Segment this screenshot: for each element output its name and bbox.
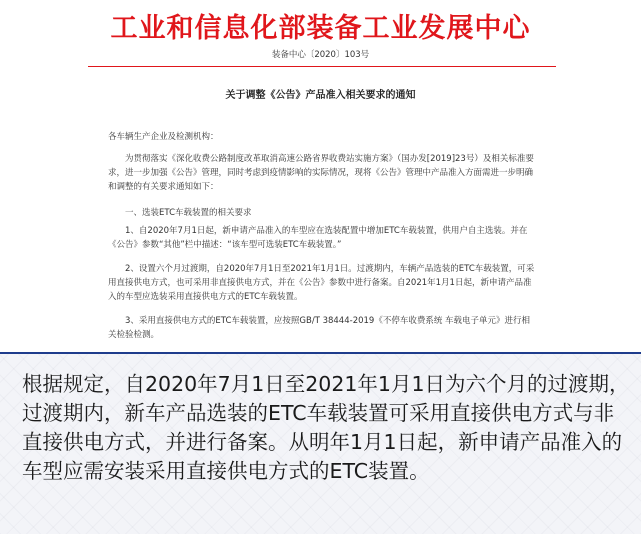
caption-panel [0,352,641,534]
paragraph-item-3: 3、采用直接供电方式的ETC车载装置，应按照GB/T 38444-2019《不停车收费系统 车载电子单元》进行相关检验检测。 [108,316,531,340]
letterhead-title: 工业和信息化部装备工业发展中心 [110,13,531,44]
paragraph-section-heading: 一、选装ETC车载装置的相关要求 [125,208,252,218]
paragraph-item-1: 1、自2020年7月1日起，新申请产品准入的车型应在选装配置中增加ETC车载装置，供用户自主选装。并在《公告》参数“其他”栏中描述：“该车型可选装ETC车载装置。” [108,226,528,250]
document-number: 装备中心〔2020〕103号 [271,50,370,60]
red-divider-line [88,66,556,67]
panel-top-border [0,352,641,354]
notice-title: 关于调整《公告》产品准入相关要求的通知 [225,90,416,101]
salutation: 各车辆生产企业及检测机构： [108,132,219,142]
caption-text: 根据规定，自2020年7月1日至2021年1月1日为六个月的过渡期，过渡期内，新车产品选装的ETC车载装置可采用直接供电方式与非直接供电方式，并进行备案。从明年1月1日起，新申请产品准入的车型应需安装采用直接供电方式的ETC装置。 [22,372,630,483]
paragraph-item-2: 2、设置六个月过渡期，自2020年7月1日至2021年1月1日。过渡期内，车辆产品选装的ETC车载装置，可采用直接供电方式，也可采用非直接供电方式，并在《公告》参数中进行备案。自2021年1月1日起，新申请产品准入的车型应选装采用直接供电方式的ETC车载装置。 [108,264,535,302]
paragraph-intro: 为贯彻落实《深化收费公路制度改革取消高速公路省界收费站实施方案》（国办发[2019]23号）及相关标准要求，进一步加强《公告》管理，同时考虑到疫情影响的实际情况，现将《公告》管理中产品准入方面需进一步明确和调整的有关要求通知如下： [108,154,534,192]
